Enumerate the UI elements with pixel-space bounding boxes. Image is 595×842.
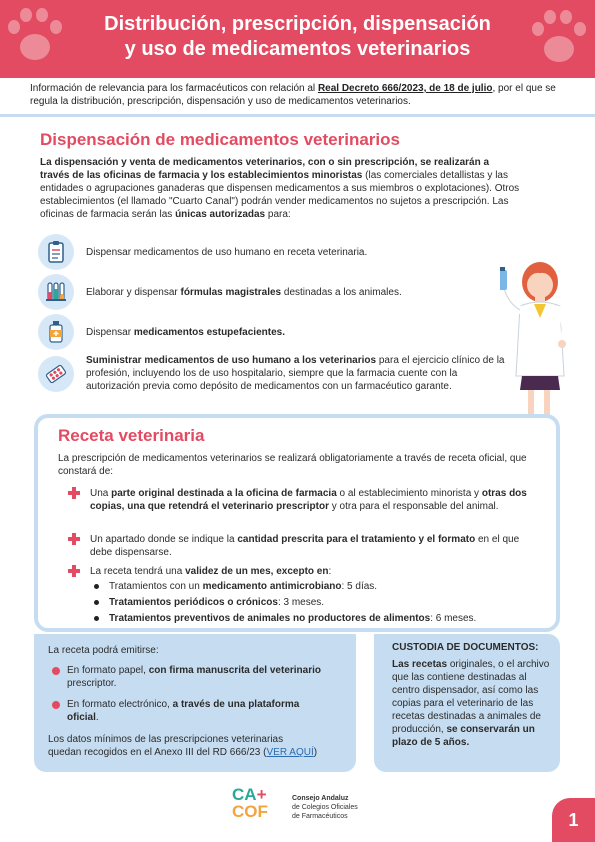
title-line-2: y uso de medicamentos veterinarios (124, 38, 471, 60)
custodia-text: Las recetas originales, o el archivo que las contiene destinadas al centro dispensador, así como las copias para el veterinario de las recetas destinadas a animales de producción, se conservarán un plazo de 5 años. (392, 659, 550, 748)
item-text: Elaborar y dispensar fórmulas magistrales destinadas a los animales. (86, 286, 402, 298)
para-bold: La dispensación y venta de medicamentos veterinarios, con o sin prescripción, se realizarán a través de las oficinas de farmacia y los establecimientos minoristas (40, 157, 490, 181)
clipboard-icon (38, 234, 74, 270)
dispensacion-paragraph (40, 156, 520, 221)
para-end: para: (265, 209, 291, 220)
decree-link[interactable]: Real Decreto 666/2023, de 18 de julio (317, 83, 493, 94)
receta-point-3: La receta tendrá una validez de un mes, excepto en: (90, 566, 332, 577)
emision-footnote: Los datos mínimos de las prescripciones veterinarias quedan recogidos en el Anexo III del RD 666/23 (VER AQUÍ) (48, 734, 318, 758)
cacof-logo (232, 786, 382, 826)
receta-paragraph: La prescripción de medicamentos veterinarios se realizará obligatoriamente a través de receta oficial, que constará de: (58, 453, 527, 477)
logo-mark: CA+ COF (232, 785, 268, 821)
emision-option-paper: En formato papel, con firma manuscrita del veterinario prescriptor. (67, 665, 321, 689)
plus-icon (68, 533, 80, 545)
section-title-dispensacion: Dispensación de medicamentos veterinarios (40, 130, 400, 149)
plus-icon (68, 565, 80, 577)
list-item (38, 314, 498, 350)
list-item (38, 234, 498, 270)
receta-point-1: Una parte original destinada a la oficina de farmacia o al establecimiento minorista y otras dos copias, una que retendrá el veterinario prescriptor y otra para el responsable del animal. (90, 488, 527, 512)
pill-blister-icon (38, 356, 74, 392)
list-item (38, 354, 508, 393)
medicine-bottle-icon (38, 314, 74, 350)
test-tubes-icon (38, 274, 74, 310)
item-text: Suministrar medicamentos de uso humano a los veterinarios para el ejercicio clínico de la profesión, incluyendo los de uso hospitalario, siempre que la farmacia cuente con la autorización previa como depósito de medicamentos con un farmacéutico garante. (86, 355, 505, 392)
emision-intro: La receta podrá emitirse: (48, 645, 159, 656)
item-text: Dispensar medicamentos estupefacientes. (86, 326, 285, 338)
para-rest: (las comerciales detallistas y las entidades o agrupaciones ganaderas que dispensen medicamentos a sus miembros o explotaciones). Otros establecimientos (el llamado "Cuarto Canal") podrán vender medicamentos no sujetos a prescripción. Las oficinas de farmacia serán las (40, 170, 520, 220)
title-line-1: Distribución, prescripción, dispensación (104, 13, 491, 35)
logo-text: Consejo Andaluz de Colegios Oficiales de Farmacéuticos (292, 795, 358, 820)
validity-bullet: Tratamientos periódicos o crónicos: 3 meses. (94, 596, 324, 609)
list-item (38, 274, 498, 310)
intro-before: Información de relevancia para los farmacéuticos con relación al (30, 83, 318, 94)
ver-aqui-link[interactable]: VER AQUÍ (266, 747, 314, 758)
plus-icon (68, 487, 80, 499)
validity-bullet: Tratamientos preventivos de animales no productores de alimentos: 6 meses. (94, 612, 476, 625)
item-text: Dispensar medicamentos de uso humano en receta veterinaria. (86, 246, 368, 258)
bullet-dot (52, 701, 60, 709)
validity-bullet: Tratamientos con un medicamento antimicrobiano: 5 días. (94, 580, 377, 593)
divider (0, 114, 595, 117)
receta-point-2: Un apartado donde se indique la cantidad prescrita para el tratamiento y el formato en el que debe dispensarse. (90, 534, 520, 558)
emision-option-electronic: En formato electrónico, a través de una plataforma oficial. (67, 699, 300, 723)
pharmacist-illustration (500, 258, 575, 423)
bullet-dot (52, 667, 60, 675)
para-bold-2: únicas autorizadas (175, 209, 266, 220)
intro-after: , por el que se regula la distribución, prescripción, dispensación y uso de medicamentos veterinarios. (30, 83, 556, 107)
section-title-receta: Receta veterinaria (58, 426, 205, 445)
paw-print-icon (6, 8, 66, 68)
page-number: 1 (552, 798, 595, 842)
paw-print-icon (530, 10, 590, 70)
intro-text (30, 82, 565, 108)
header-banner (0, 0, 595, 78)
custodia-heading: CUSTODIA DE DOCUMENTOS: (392, 642, 539, 653)
page-title (60, 12, 535, 62)
